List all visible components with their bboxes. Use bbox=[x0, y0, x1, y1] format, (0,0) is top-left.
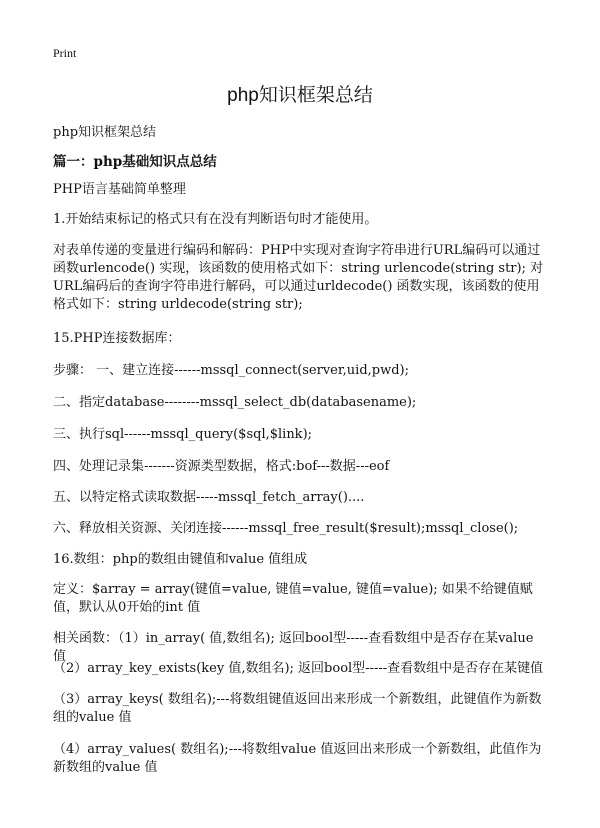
paragraph-step-5: 五、以特定格式读取数据-----mssql_fetch_array().... bbox=[53, 490, 365, 505]
paragraph-php-basics: PHP语言基础简单整理 bbox=[53, 182, 186, 197]
paragraph-url-encoding: 对表单传递的变量进行编码和解码：PHP中实现对查询字符串进行URL编码可以通过函数urlencode() 实现，该函数的使用格式如下：string urlencode(string str); 对URL编码后的查询字符串进行解码，可以通过urldecode() 函数实现，该函数的使用格式如下：string urldecode(string str); bbox=[53, 243, 544, 312]
paragraph-step-2: 二、指定database--------mssql_select_db(databasename); bbox=[53, 395, 417, 410]
paragraph-step-4: 四、处理记录集-------资源类型数据，格式:bof---数据---eof bbox=[53, 459, 390, 474]
document-title: php知识框架总结 bbox=[227, 85, 373, 106]
paragraph-func-1: 相关函数：（1）in_array( 值,数组名); 返回bool型-----查看数组中是否存在某value 值 bbox=[53, 631, 534, 664]
paragraph-db-connect: 15.PHP连接数据库： bbox=[53, 331, 181, 346]
paragraph-tags: 1.开始结束标记的格式只有在没有判断语句时才能使用。 bbox=[53, 212, 378, 227]
paragraph-func-2: （2）array_key_exists(key 值,数组名); 返回bool型-----查看数组中是否存在某键值 bbox=[53, 661, 544, 676]
paragraph-arrays: 16.数组：php的数组由键值和value 值组成 bbox=[53, 552, 308, 567]
paragraph-array-definition: 定义：$array = array(键值=value, 键值=value, 键值=value); 如果不给键值赋值，默认从0开始的int 值 bbox=[53, 582, 533, 615]
paragraph-step-3: 三、执行sql------mssql_query($sql,$link); bbox=[53, 427, 313, 442]
paragraph-step-1: 步骤： 一、建立连接------mssql_connect(server,uid,pwd); bbox=[53, 363, 410, 378]
paragraph-func-4: （4）array_values( 数组名);---将数组value 值返回出来形成一个新数组，此值作为新数组的value 值 bbox=[53, 742, 542, 775]
document-subtitle: php知识框架总结 bbox=[53, 125, 157, 140]
paragraph-func-3: （3）array_keys( 数组名);---将数组键值返回出来形成一个新数组，此键值作为新数组的value 值 bbox=[53, 692, 542, 725]
paragraph-step-6: 六、释放相关资源、关闭连接------mssql_free_result($result);mssql_close(); bbox=[53, 521, 519, 536]
print-label[interactable]: Print bbox=[53, 46, 77, 60]
section-heading: 篇一：php基础知识点总结 bbox=[53, 154, 217, 170]
